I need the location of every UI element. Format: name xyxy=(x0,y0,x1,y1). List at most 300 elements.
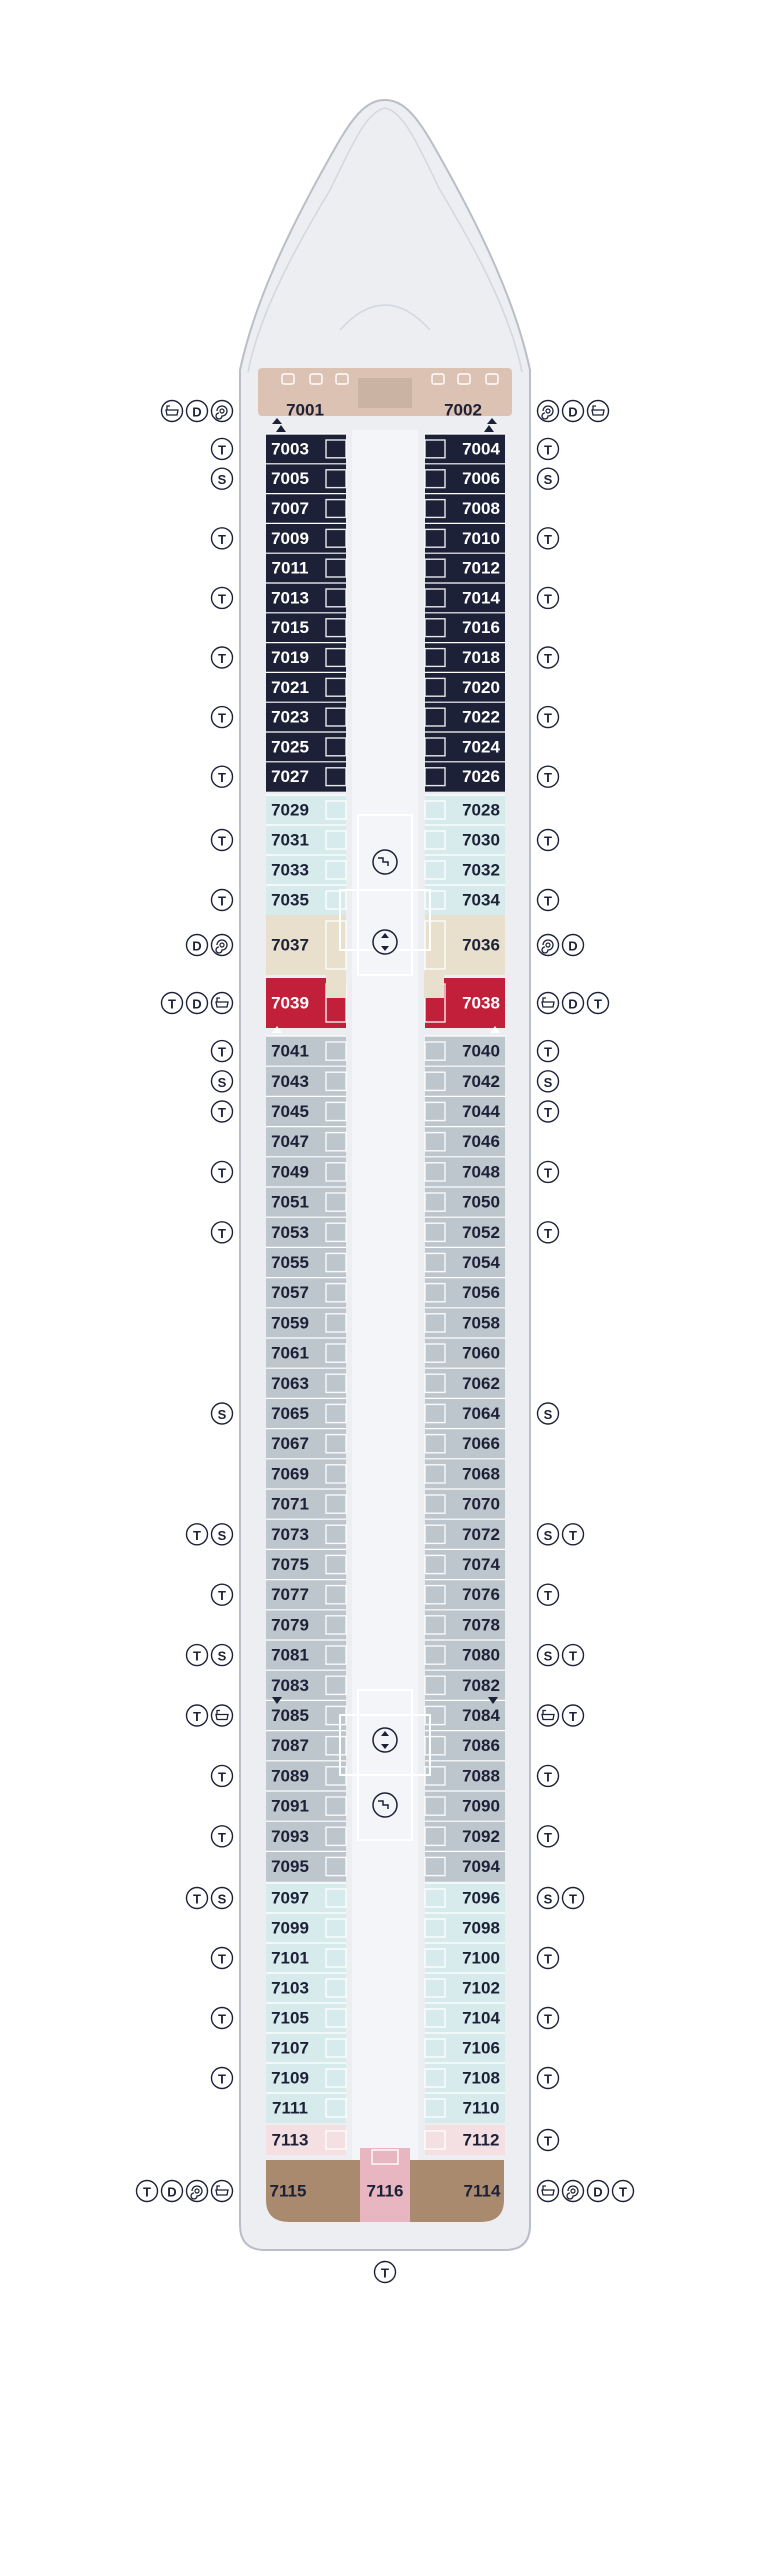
twin-bed-icon xyxy=(187,1645,208,1666)
cabin-number: 7079 xyxy=(271,1615,309,1635)
cabin-7050[interactable] xyxy=(425,1187,505,1217)
cabin-7036[interactable] xyxy=(425,915,505,975)
twin-bed-icon xyxy=(538,890,559,911)
cabin-number: 7044 xyxy=(462,1102,500,1121)
icon-letter: S xyxy=(543,1527,553,1543)
icon-ring xyxy=(538,1705,559,1726)
icon-letter: D xyxy=(192,938,202,954)
cabin-7040[interactable] xyxy=(425,1036,505,1066)
cabin-7090[interactable] xyxy=(425,1791,505,1821)
icon-letter: T xyxy=(143,2184,151,2200)
cabin-7062[interactable] xyxy=(425,1368,505,1398)
cabin-7024[interactable] xyxy=(425,732,505,762)
icon-letter: T xyxy=(218,651,226,666)
icon-letter: T xyxy=(218,442,226,458)
icon-letter: T xyxy=(218,1165,226,1181)
cabin-number: 7111 xyxy=(272,2098,308,2118)
twin-bed-icon xyxy=(137,2181,158,2202)
cabin-number: 7101 xyxy=(271,1948,309,1968)
sofa-bed-icon xyxy=(538,1645,559,1666)
cabin-7030[interactable] xyxy=(425,825,505,855)
cabin-7087[interactable] xyxy=(266,1731,346,1761)
cabin-7069[interactable] xyxy=(266,1459,346,1489)
icon-letter: T xyxy=(218,770,226,786)
cabin-7082[interactable] xyxy=(425,1670,505,1700)
twin-bed-icon xyxy=(212,707,233,728)
sofa-bed-icon xyxy=(538,1524,559,1545)
cabin-number: 7107 xyxy=(271,2038,309,2058)
cabin-7112[interactable] xyxy=(425,2125,505,2155)
twin-bed-icon xyxy=(538,528,559,549)
icon-letter: T xyxy=(218,1951,226,1967)
twin-bed-icon xyxy=(212,1222,233,1243)
icon-letter: T xyxy=(381,2265,389,2281)
cabin-number: 7004 xyxy=(462,439,500,459)
icon-ring xyxy=(212,993,233,1014)
sofa-bed-icon xyxy=(212,1888,233,1909)
cabin-number: 7071 xyxy=(271,1494,309,1514)
cabin-number: 7090 xyxy=(462,1796,500,1816)
cabin-7073[interactable] xyxy=(266,1519,346,1549)
twin-bed-icon xyxy=(538,438,559,459)
icon-letter: T xyxy=(544,1588,552,1604)
icon-letter: T xyxy=(218,2071,226,2087)
cabin-number: 7011 xyxy=(271,558,309,578)
cabin-7083[interactable] xyxy=(266,1670,346,1700)
cabin-7076[interactable] xyxy=(425,1580,505,1610)
cabin-7045[interactable] xyxy=(266,1096,346,1126)
cabin-7113[interactable] xyxy=(266,2125,346,2155)
cabin-7107[interactable] xyxy=(266,2033,346,2063)
cabin-7012[interactable] xyxy=(425,553,505,583)
icon-letter: T xyxy=(193,1891,201,1907)
icon-letter: T xyxy=(544,531,552,547)
cabin-number: 7028 xyxy=(462,800,500,820)
icon-letter: S xyxy=(217,472,227,488)
cabin-number: 7060 xyxy=(462,1343,500,1363)
twin-bed-icon xyxy=(187,1524,208,1545)
twin-bed-icon xyxy=(162,993,183,1014)
icon-letter: T xyxy=(168,996,176,1012)
cabin-number: 7085 xyxy=(271,1706,309,1725)
icon-letter: S xyxy=(543,1407,553,1422)
cabin-7105[interactable] xyxy=(266,2003,346,2033)
cabin-number: 7106 xyxy=(462,2038,500,2058)
cabin-number: 7096 xyxy=(462,1888,500,1908)
cabin-7084[interactable] xyxy=(425,1700,505,1730)
twin-bed-icon xyxy=(563,1888,584,1909)
cabin-number: 7095 xyxy=(271,1857,309,1876)
double-bed-icon xyxy=(588,2181,609,2202)
twin-bed-icon xyxy=(212,2008,233,2029)
icon-letter: T xyxy=(569,1527,577,1543)
cabin-7005[interactable] xyxy=(266,464,346,494)
bath-icon xyxy=(538,2181,559,2202)
twin-bed-icon xyxy=(212,2068,233,2089)
cabin-number: 7089 xyxy=(271,1766,309,1786)
cabin-7003[interactable] xyxy=(266,434,346,464)
cabin-number: 7073 xyxy=(271,1524,309,1544)
twin-bed-icon xyxy=(212,1041,233,1062)
icon-letter: S xyxy=(217,1527,227,1543)
cabin-7059[interactable] xyxy=(266,1308,346,1338)
cabin-number: 7051 xyxy=(271,1192,309,1212)
icon-letter: T xyxy=(544,2071,552,2087)
cabin-number: 7013 xyxy=(271,588,309,608)
cabin-7067[interactable] xyxy=(266,1429,346,1459)
cabin-7094[interactable] xyxy=(425,1851,505,1881)
icon-letter: T xyxy=(544,1165,552,1181)
cabin-7088[interactable] xyxy=(425,1761,505,1791)
icon-letter: T xyxy=(218,833,226,849)
cabin-7065[interactable] xyxy=(266,1398,346,1428)
icon-letter: T xyxy=(544,651,552,666)
cabin-number: 7010 xyxy=(462,528,500,548)
cabin-7014[interactable] xyxy=(425,583,505,613)
cabin-number: 7039 xyxy=(271,993,309,1013)
cabin-7006[interactable] xyxy=(425,464,505,494)
cabin-7109[interactable] xyxy=(266,2063,346,2093)
icon-letter: D xyxy=(593,2184,603,2200)
sofa-bed-icon xyxy=(538,468,559,489)
icon-letter: T xyxy=(569,1648,577,1664)
cabin-7078[interactable] xyxy=(425,1610,505,1640)
twin-bed-icon xyxy=(212,890,233,911)
cabin-7100[interactable] xyxy=(425,1943,505,1973)
cabin-7004[interactable] xyxy=(425,434,505,464)
cabin-7013[interactable] xyxy=(266,583,346,613)
cabin-7031[interactable] xyxy=(266,825,346,855)
cabin-number: 7040 xyxy=(462,1041,500,1061)
cabin-number: 7052 xyxy=(462,1222,500,1242)
cabin-7002: 7002 xyxy=(444,400,482,420)
twin-bed-icon xyxy=(187,1705,208,1726)
cabin-number: 7088 xyxy=(462,1766,500,1786)
cabin-7104[interactable] xyxy=(425,2003,505,2033)
twin-bed-icon xyxy=(375,2262,396,2283)
icon-letter: T xyxy=(544,1951,552,1967)
cabin-7033[interactable] xyxy=(266,855,346,885)
cabin-number: 7033 xyxy=(271,860,309,880)
cabin-number: 7074 xyxy=(462,1555,500,1574)
twin-bed-icon xyxy=(538,1041,559,1062)
cabin-number: 7081 xyxy=(271,1645,309,1665)
spa-icon xyxy=(212,935,233,956)
cabin-7097[interactable] xyxy=(266,1883,346,1913)
cabin-7032[interactable] xyxy=(425,855,505,885)
cabin-7061[interactable] xyxy=(266,1338,346,1368)
sofa-bed-icon xyxy=(212,1524,233,1545)
twin-bed-icon xyxy=(212,1765,233,1786)
cabin-7074[interactable] xyxy=(425,1549,505,1579)
twin-bed-icon xyxy=(212,1584,233,1605)
sofa-bed-icon xyxy=(538,1071,559,1092)
spa-icon xyxy=(187,2181,208,2202)
cabin-number: 7043 xyxy=(271,1071,309,1091)
cabin-number: 7009 xyxy=(271,528,309,548)
cabin-7053[interactable] xyxy=(266,1217,346,1247)
cabin-7077[interactable] xyxy=(266,1580,346,1610)
cabin-number: 7016 xyxy=(462,618,500,638)
icon-letter: D xyxy=(192,404,202,420)
cabin-7086[interactable] xyxy=(425,1731,505,1761)
cabin-7064[interactable] xyxy=(425,1398,505,1428)
cabin-number: 7113 xyxy=(271,2130,309,2150)
cabin-7016[interactable] xyxy=(425,613,505,643)
cabin-number: 7027 xyxy=(271,767,309,787)
cabin-7070[interactable] xyxy=(425,1489,505,1519)
cabin-7054[interactable] xyxy=(425,1247,505,1277)
cabin-7049[interactable] xyxy=(266,1157,346,1187)
cabin-7075[interactable] xyxy=(266,1549,346,1579)
cabin-number: 7076 xyxy=(462,1585,500,1605)
cabin-7029[interactable] xyxy=(266,795,346,825)
cabin-number: 7031 xyxy=(271,830,309,850)
cabin-number: 7070 xyxy=(462,1494,500,1514)
spa-icon xyxy=(538,401,559,422)
cabin-7019[interactable] xyxy=(266,643,346,673)
twin-bed-icon xyxy=(538,2008,559,2029)
cabin-7020[interactable] xyxy=(425,672,505,702)
cabin-number: 7005 xyxy=(271,469,309,489)
cabin-7066[interactable] xyxy=(425,1429,505,1459)
cabin-7037[interactable] xyxy=(266,915,346,975)
cabin-number: 7092 xyxy=(462,1826,500,1846)
cabin-7018[interactable] xyxy=(425,643,505,673)
cabin-number: 7003 xyxy=(271,439,309,459)
cabin-number: 7087 xyxy=(271,1736,309,1756)
cabin-7098[interactable] xyxy=(425,1913,505,1943)
cabin-7093[interactable] xyxy=(266,1821,346,1851)
cabin-7089[interactable] xyxy=(266,1761,346,1791)
cabin-number: 7110 xyxy=(462,2098,500,2118)
cabin-7044[interactable] xyxy=(425,1096,505,1126)
cabin-7068[interactable] xyxy=(425,1459,505,1489)
sofa-bed-icon xyxy=(212,1403,233,1424)
cabin-7027[interactable] xyxy=(266,762,346,792)
cabin-7010[interactable] xyxy=(425,523,505,553)
cabin-number: 7102 xyxy=(462,1978,500,1998)
cabin-7071[interactable] xyxy=(266,1489,346,1519)
icon-letter: T xyxy=(544,591,552,607)
sofa-bed-icon xyxy=(212,1071,233,1092)
cabin-7055[interactable] xyxy=(266,1247,346,1277)
cabin-7103[interactable] xyxy=(266,1973,346,2003)
cabin-number: 7042 xyxy=(462,1071,500,1091)
icon-ring xyxy=(212,1705,233,1726)
cabin-number: 7036 xyxy=(462,935,500,955)
cabin-7008[interactable] xyxy=(425,494,505,524)
icon-letter: T xyxy=(218,591,226,607)
cabin-number: 7018 xyxy=(462,648,500,667)
cabin-number: 7068 xyxy=(462,1464,500,1484)
twin-bed-icon xyxy=(212,438,233,459)
cabin-number: 7053 xyxy=(271,1222,309,1242)
twin-bed-icon xyxy=(538,647,559,668)
cabin-7080[interactable] xyxy=(425,1640,505,1670)
cabin-7056[interactable] xyxy=(425,1278,505,1308)
cabin-number: 7078 xyxy=(462,1615,500,1635)
icon-ring xyxy=(162,401,183,422)
icon-letter: T xyxy=(569,1891,577,1907)
twin-bed-icon xyxy=(212,528,233,549)
spa-icon xyxy=(212,401,233,422)
cabin-number: 7024 xyxy=(462,737,500,757)
cabin-7111[interactable] xyxy=(266,2093,346,2123)
cabin-7046[interactable] xyxy=(425,1127,505,1157)
twin-bed-icon xyxy=(563,1645,584,1666)
icon-letter: S xyxy=(217,1407,227,1422)
icon-letter: T xyxy=(193,1709,201,1724)
cabin-7001: 7001 xyxy=(286,400,324,420)
cabin-number: 7023 xyxy=(271,707,309,727)
cabin-number: 7021 xyxy=(271,677,309,697)
cabin-number: 7104 xyxy=(462,2008,500,2028)
icon-letter: T xyxy=(218,531,226,547)
twin-bed-icon xyxy=(212,766,233,787)
icon-letter: D xyxy=(568,996,578,1012)
cabin-number: 7075 xyxy=(271,1555,309,1574)
twin-bed-icon xyxy=(563,1524,584,1545)
cabin-number: 7056 xyxy=(462,1283,500,1303)
cabin-number: 7100 xyxy=(462,1948,500,1968)
twin-bed-icon xyxy=(538,830,559,851)
twin-bed-icon xyxy=(538,1765,559,1786)
icon-letter: T xyxy=(544,893,552,909)
cabin-7058[interactable] xyxy=(425,1308,505,1338)
cabin-7092[interactable] xyxy=(425,1821,505,1851)
icon-ring xyxy=(588,401,609,422)
icon-letter: T xyxy=(218,2011,226,2027)
twin-bed-icon xyxy=(187,1888,208,1909)
icon-letter: T xyxy=(218,1105,226,1120)
cabin-7047[interactable] xyxy=(266,1127,346,1157)
cabin-7060[interactable] xyxy=(425,1338,505,1368)
cabin-number: 7045 xyxy=(271,1102,309,1121)
icon-letter: S xyxy=(217,1891,227,1907)
twin-bed-icon xyxy=(538,1826,559,1847)
cabin-7081[interactable] xyxy=(266,1640,346,1670)
central-corridor xyxy=(352,430,418,2180)
cabin-number: 7014 xyxy=(462,588,500,608)
cabin-7042[interactable] xyxy=(425,1066,505,1096)
cabin-number: 7098 xyxy=(462,1918,500,1938)
cabin-7048[interactable] xyxy=(425,1157,505,1187)
cabin-7108[interactable] xyxy=(425,2063,505,2093)
icon-letter: S xyxy=(217,1074,227,1090)
cabin-number: 7041 xyxy=(271,1041,309,1061)
icon-letter: T xyxy=(544,710,552,726)
cabin-7057[interactable] xyxy=(266,1278,346,1308)
cabin-number: 7099 xyxy=(271,1918,309,1938)
double-bed-icon xyxy=(187,993,208,1014)
cabin-number: 7062 xyxy=(462,1373,500,1393)
twin-bed-icon xyxy=(538,1584,559,1605)
cabin-7026[interactable] xyxy=(425,762,505,792)
icon-letter: T xyxy=(544,442,552,458)
cabin-number: 7061 xyxy=(271,1343,309,1363)
twin-bed-icon xyxy=(538,2068,559,2089)
icon-letter: T xyxy=(544,1829,552,1845)
twin-bed-icon xyxy=(563,1705,584,1726)
cabin-7096[interactable] xyxy=(425,1883,505,1913)
cabin-7015[interactable] xyxy=(266,613,346,643)
cabin-7091[interactable] xyxy=(266,1791,346,1821)
icon-letter: T xyxy=(193,1648,201,1664)
cabin-number: 7093 xyxy=(271,1826,309,1846)
cabin-7051[interactable] xyxy=(266,1187,346,1217)
cabin-number: 7066 xyxy=(462,1434,500,1454)
cabin-7102[interactable] xyxy=(425,1973,505,2003)
bath-icon xyxy=(212,2181,233,2202)
cabin-7079[interactable] xyxy=(266,1610,346,1640)
icon-ring xyxy=(538,2181,559,2202)
cabin-7021[interactable] xyxy=(266,672,346,702)
cabin-number: 7094 xyxy=(462,1857,500,1876)
cabin-7025[interactable] xyxy=(266,732,346,762)
twin-bed-icon xyxy=(613,2181,634,2202)
cabin-7009[interactable] xyxy=(266,523,346,553)
cabin-number: 7032 xyxy=(462,860,500,880)
cabin-7101[interactable] xyxy=(266,1943,346,1973)
twin-bed-icon xyxy=(212,1101,233,1122)
icon-letter: D xyxy=(192,996,202,1012)
cabin-7041[interactable] xyxy=(266,1036,346,1066)
cabin-number: 7035 xyxy=(271,890,309,910)
icon-letter: T xyxy=(594,996,602,1012)
cabin-7095[interactable] xyxy=(266,1851,346,1881)
cabin-number: 7034 xyxy=(462,890,500,910)
bath-icon xyxy=(162,401,183,422)
cabin-number: 7026 xyxy=(462,767,500,787)
cabin-7110[interactable] xyxy=(425,2093,505,2123)
cabin-number: 7038 xyxy=(462,993,500,1013)
cabin-7052[interactable] xyxy=(425,1217,505,1247)
spa-icon xyxy=(538,935,559,956)
twin-bed-icon xyxy=(538,1101,559,1122)
cabin-7099[interactable] xyxy=(266,1913,346,1943)
cabin-7023[interactable] xyxy=(266,702,346,732)
cabin-number: 7097 xyxy=(271,1888,309,1908)
bath-icon xyxy=(588,401,609,422)
cabin-7035[interactable] xyxy=(266,885,346,915)
cabin-number: 7007 xyxy=(271,499,309,518)
cabin-number: 7083 xyxy=(271,1675,309,1695)
cabin-7063[interactable] xyxy=(266,1368,346,1398)
twin-bed-icon xyxy=(538,587,559,608)
cabin-7022[interactable] xyxy=(425,702,505,732)
twin-bed-icon xyxy=(538,1161,559,1182)
cabin-number: 7049 xyxy=(271,1162,309,1182)
cabin-number: 7080 xyxy=(462,1645,500,1665)
cabin-7007[interactable] xyxy=(266,494,346,524)
cabin-7085[interactable] xyxy=(266,1700,346,1730)
spa-icon xyxy=(563,2181,584,2202)
cabin-7072[interactable] xyxy=(425,1519,505,1549)
icon-letter: T xyxy=(569,1709,577,1724)
icon-letter: S xyxy=(217,1648,227,1664)
double-bed-icon xyxy=(162,2181,183,2202)
cabin-7028[interactable] xyxy=(425,795,505,825)
cabin-number: 7019 xyxy=(271,648,309,667)
cabin-7011[interactable] xyxy=(266,553,346,583)
cabin-7106[interactable] xyxy=(425,2033,505,2063)
cabin-7043[interactable] xyxy=(266,1066,346,1096)
cabin-7034[interactable] xyxy=(425,885,505,915)
bath-icon xyxy=(538,1705,559,1726)
cabin-number: 7108 xyxy=(462,2068,500,2088)
icon-letter: T xyxy=(218,1588,226,1604)
